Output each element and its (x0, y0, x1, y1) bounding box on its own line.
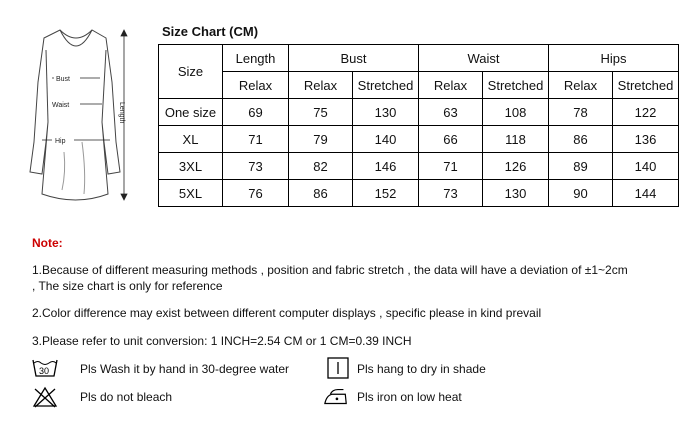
iron-instruction: Pls iron on low heat (357, 390, 462, 404)
value-cell: 90 (549, 180, 613, 207)
value-cell: 122 (613, 99, 679, 126)
size-header: Size (159, 45, 223, 99)
value-cell: 86 (289, 180, 353, 207)
size-cell: One size (159, 99, 223, 126)
size-cell: 3XL (159, 153, 223, 180)
table-row (159, 180, 679, 207)
group-header: Waist (419, 45, 549, 72)
value-cell: 78 (549, 99, 613, 126)
dry-instruction: Pls hang to dry in shade (357, 362, 486, 376)
value-cell: 140 (613, 153, 679, 180)
subheader-cell: Stretched (353, 72, 419, 99)
value-cell: 79 (289, 126, 353, 153)
value-cell: 86 (549, 126, 613, 153)
group-header: Length (223, 45, 289, 72)
size-chart-table (158, 44, 679, 207)
value-cell: 71 (223, 126, 289, 153)
subheader-cell: Relax (419, 72, 483, 99)
note-line-1a: 1.Because of different measuring methods , position and fabric stretch , the data will have a deviation of ±1~2cm (32, 263, 628, 277)
wash-temp-label: 30 (39, 366, 50, 376)
value-cell: 73 (419, 180, 483, 207)
table-subheader-row (159, 72, 679, 99)
value-cell: 140 (353, 126, 419, 153)
table-header-row (159, 45, 679, 72)
size-cell: XL (159, 126, 223, 153)
dress-measurement-figure (20, 22, 132, 212)
bleach-instruction: Pls do not bleach (80, 390, 173, 404)
wash-instruction: Pls Wash it by hand in 30-degree water (80, 362, 289, 376)
note-heading: Note: (32, 236, 63, 250)
value-cell: 66 (419, 126, 483, 153)
subheader-cell: Relax (549, 72, 613, 99)
value-cell: 136 (613, 126, 679, 153)
value-cell: 73 (223, 153, 289, 180)
bust-label: Bust (56, 76, 71, 83)
subheader-cell: Relax (289, 72, 353, 99)
group-header: Bust (289, 45, 419, 72)
subheader-cell: Stretched (483, 72, 549, 99)
subheader-cell: Relax (223, 72, 289, 99)
subheader-cell: Stretched (613, 72, 679, 99)
hand-wash-30-icon (32, 357, 58, 379)
value-cell: 144 (613, 180, 679, 207)
value-cell: 63 (419, 99, 483, 126)
value-cell: 82 (289, 153, 353, 180)
value-cell: 146 (353, 153, 419, 180)
hip-label: Hip (55, 138, 66, 145)
table-row (159, 99, 679, 126)
value-cell: 71 (419, 153, 483, 180)
value-cell: 152 (353, 180, 419, 207)
group-header: Hips (549, 45, 679, 72)
waist-label: Waist (52, 102, 70, 109)
line-dry-shade-icon (325, 357, 351, 379)
value-cell: 69 (223, 99, 289, 126)
note-line-1b: , The size chart is only for reference (32, 279, 223, 293)
length-label: Length (118, 102, 125, 124)
no-bleach-icon (32, 386, 58, 408)
value-cell: 76 (223, 180, 289, 207)
table-row (159, 126, 679, 153)
note-line-3: 3.Please refer to unit conversion: 1 INCH=2.54 CM or 1 CM=0.39 INCH (32, 334, 412, 348)
table-row (159, 153, 679, 180)
value-cell: 126 (483, 153, 549, 180)
iron-low-heat-icon (323, 386, 349, 408)
value-cell: 130 (353, 99, 419, 126)
value-cell: 108 (483, 99, 549, 126)
size-chart-title: Size Chart (CM) (162, 24, 259, 39)
value-cell: 130 (483, 180, 549, 207)
value-cell: 118 (483, 126, 549, 153)
note-line-2: 2.Color difference may exist between different computer displays , specific please in kind prevail (32, 306, 542, 320)
value-cell: 89 (549, 153, 613, 180)
size-cell: 5XL (159, 180, 223, 207)
value-cell: 75 (289, 99, 353, 126)
